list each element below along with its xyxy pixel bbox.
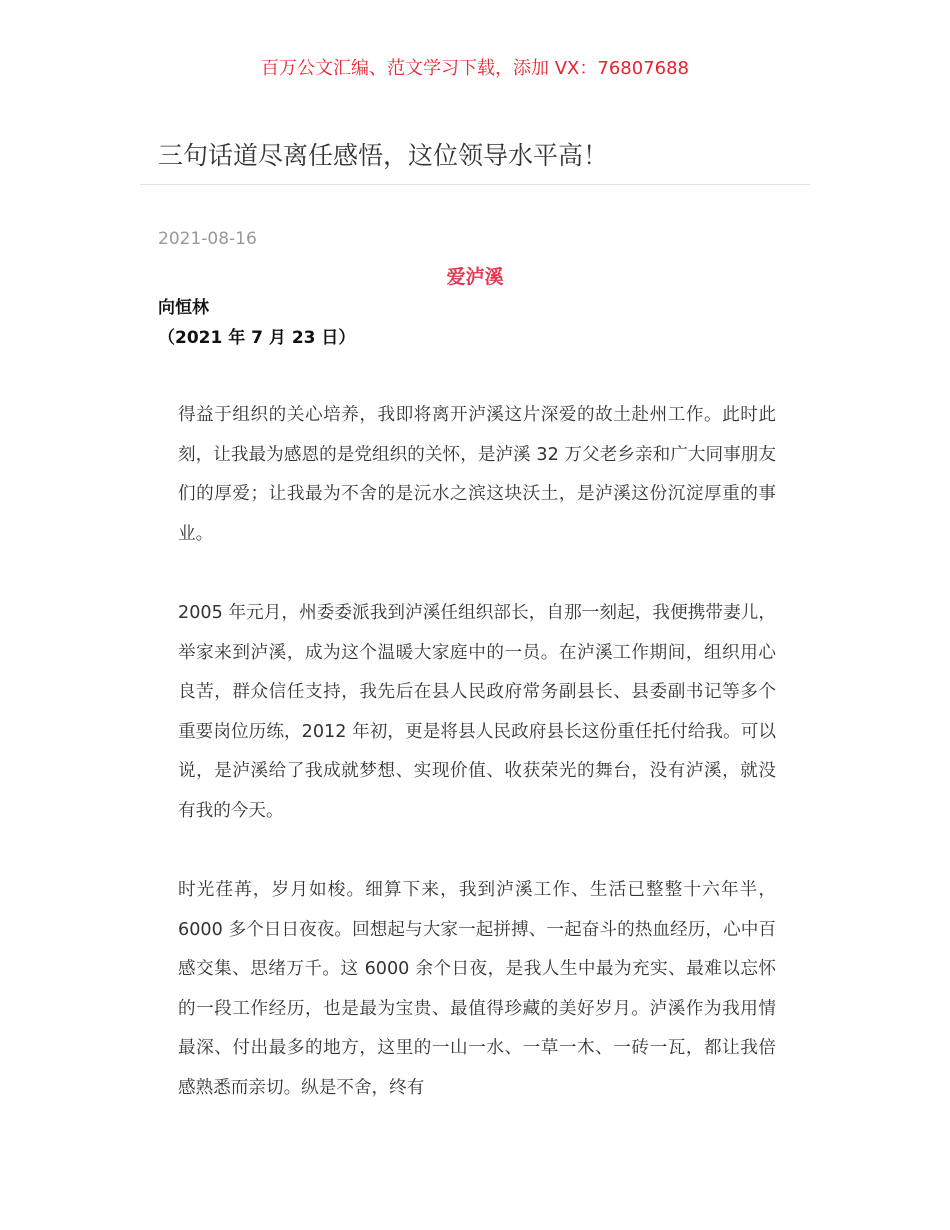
author-date: （2021 年 7 月 23 日） xyxy=(158,328,356,348)
body-paragraph: 得益于组织的关心培养，我即将离开泸溪这片深爱的故土赴州工作。此时此刻，让我最为感恩的是党组织的关怀，是泸溪 32 万父老乡亲和广大同事朋友们的厚爱；让我最为不舍的是沅水之滨这块沃土，是泸溪这份沉淀厚重的事业。 xyxy=(178,405,776,544)
title-divider xyxy=(140,184,810,185)
body-paragraph: 2005 年元月，州委委派我到泸溪任组织部长，自那一刻起，我便携带妻儿，举家来到泸溪，成为这个温暖大家庭中的一员。在泸溪工作期间，组织用心良苦，群众信任支持，我先后在县人民政府常务副县长、县委副书记等多个重要岗位历练，2012 年初，更是将县人民政府县长这份重任托付给我。可以说，是泸溪给了我成就梦想、实现价值、收获荣光的舞台，没有泸溪，就没有我的今天。 xyxy=(178,603,776,821)
publish-date: 2021-08-16 xyxy=(158,229,257,249)
author-name: 向恒林 xyxy=(158,298,209,318)
body-paragraph: 时光荏苒，岁月如梭。细算下来，我到泸溪工作、生活已整整十六年半，6000 多个日日夜夜。回想起与大家一起拼搏、一起奋斗的热血经历，心中百感交集、思绪万千。这 6000 余个日夜，是我人生中最为充实、最难以忘怀的一段工作经历，也是最为宝贵、最值得珍藏的美好岁月。泸溪作为我用情最深、付出最多的地方，这里的一山一水、一草一木、一砖一瓦，都让我倍感熟悉而亲切。纵是不舍，终有 xyxy=(178,880,776,1098)
article-subtitle: 爱泸溪 xyxy=(446,266,504,288)
promo-banner: 百万公文汇编、范文学习下载，添加 VX：76807688 xyxy=(261,58,689,79)
article-title: 三句话道尽离任感悟，这位领导水平高！ xyxy=(158,141,609,170)
